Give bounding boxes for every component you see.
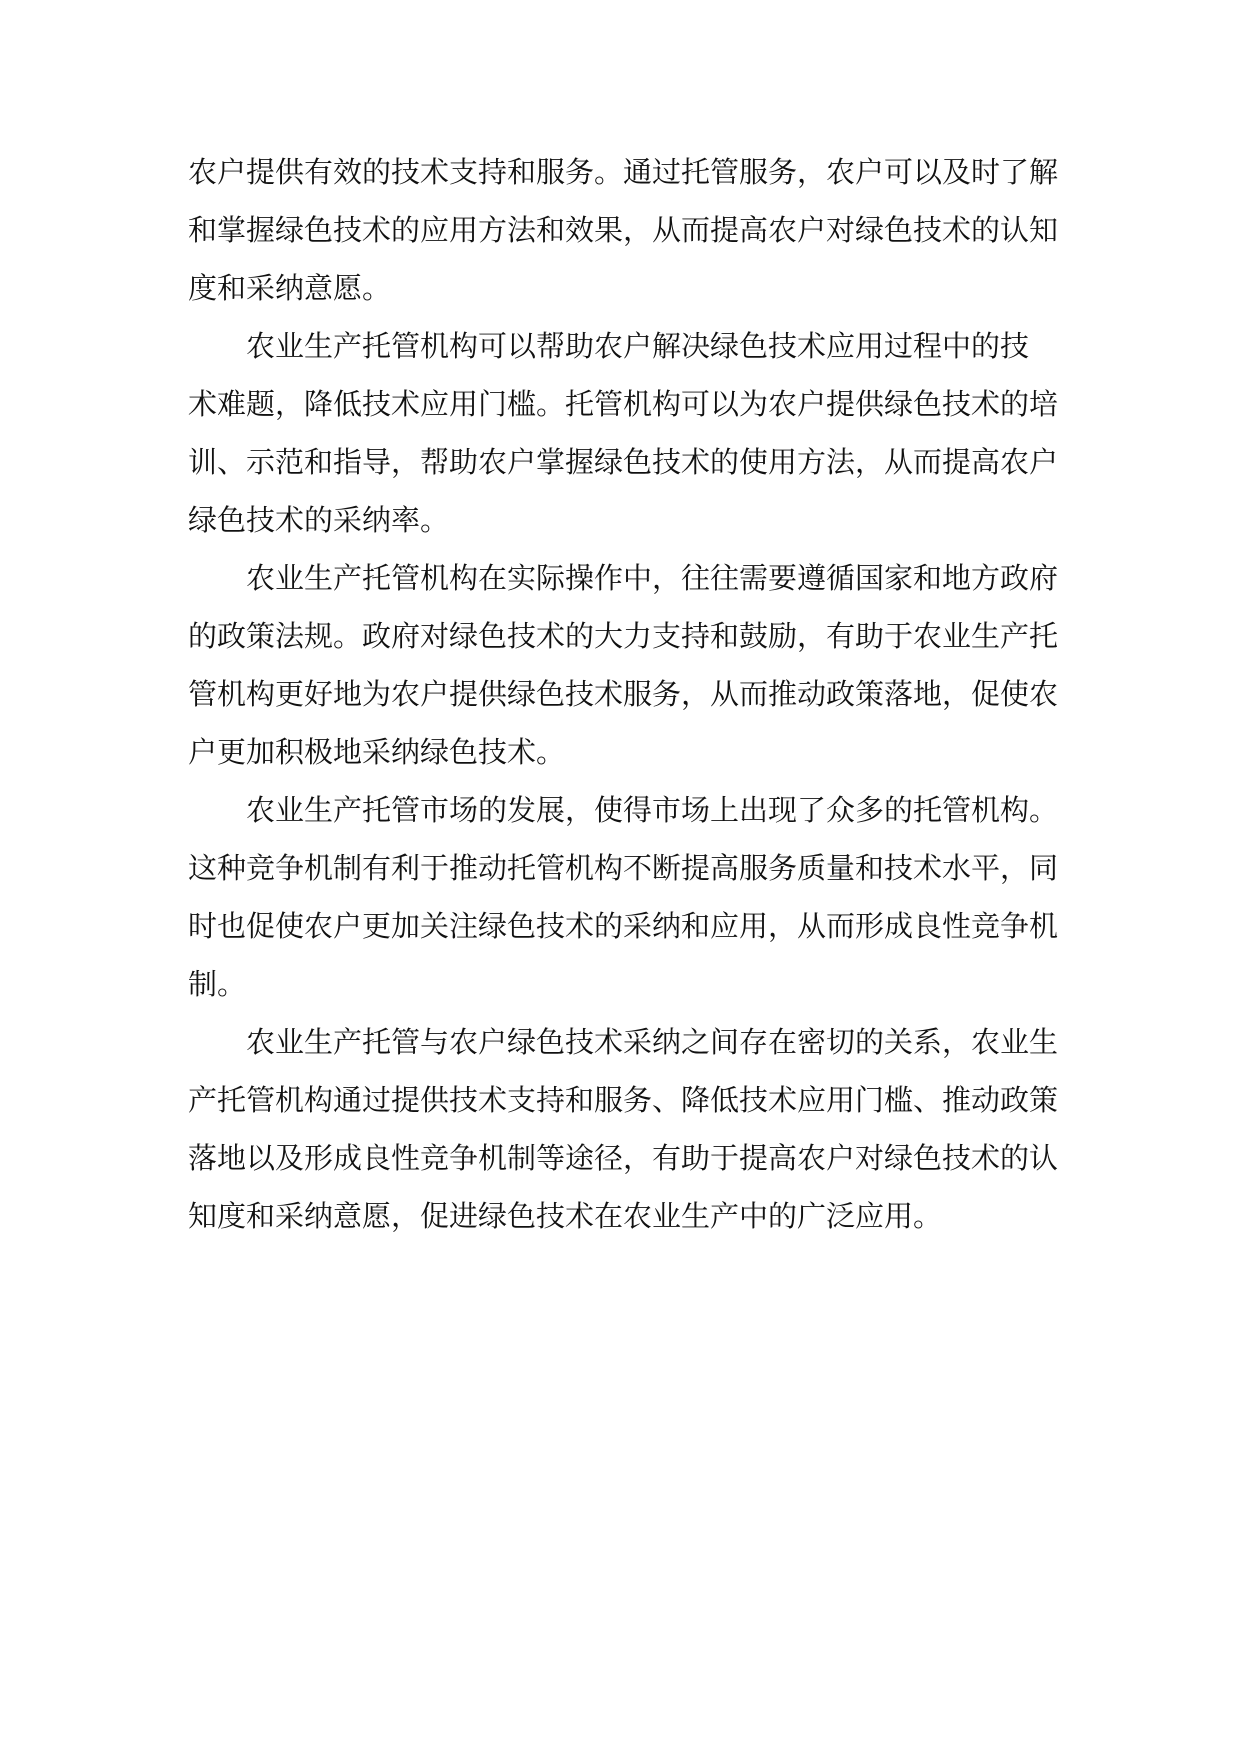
text-line: 这种竞争机制有利于推动托管机构不断提高服务质量和技术水平，同 <box>188 851 1059 885</box>
text-line: 农业生产托管机构可以帮助农户解决绿色技术应用过程中的技 <box>246 329 1030 363</box>
text-line: 农业生产托管市场的发展，使得市场上出现了众多的托管机构。 <box>246 793 1059 827</box>
body-text <box>188 143 1068 1245</box>
text-line: 农业生产托管与农户绿色技术采纳之间存在密切的关系，农业生 <box>246 1025 1059 1059</box>
text-line: 术难题，降低技术应用门槛。托管机构可以为农户提供绿色技术的培 <box>188 387 1059 421</box>
text-line: 落地以及形成良性竞争机制等途径，有助于提高农户对绿色技术的认 <box>188 1141 1059 1175</box>
text-line: 管机构更好地为农户提供绿色技术服务，从而推动政策落地，促使农 <box>188 677 1059 711</box>
text-line: 农业生产托管机构在实际操作中，往往需要遵循国家和地方政府 <box>246 561 1059 595</box>
paragraph <box>188 1013 1068 1245</box>
text-line: 的政策法规。政府对绿色技术的大力支持和鼓励，有助于农业生产托 <box>188 619 1059 653</box>
text-line: 度和采纳意愿。 <box>188 271 392 305</box>
text-line: 农户提供有效的技术支持和服务。通过托管服务，农户可以及时了解 <box>188 155 1059 189</box>
paragraph <box>188 781 1068 1013</box>
text-line: 制。 <box>188 967 247 1001</box>
text-line: 和掌握绿色技术的应用方法和效果，从而提高农户对绿色技术的认知 <box>188 213 1059 247</box>
text-line: 训、示范和指导，帮助农户掌握绿色技术的使用方法，从而提高农户 <box>188 445 1059 479</box>
text-line: 时也促使农户更加关注绿色技术的采纳和应用，从而形成良性竞争机 <box>188 909 1059 943</box>
paragraph <box>188 143 1068 317</box>
paragraph <box>188 549 1068 781</box>
paragraph <box>188 317 1068 549</box>
text-line: 知度和采纳意愿，促进绿色技术在农业生产中的广泛应用。 <box>188 1199 943 1233</box>
text-line: 绿色技术的采纳率。 <box>188 503 450 537</box>
text-line: 户更加积极地采纳绿色技术。 <box>188 735 566 769</box>
text-line: 产托管机构通过提供技术支持和服务、降低技术应用门槛、推动政策 <box>188 1083 1059 1117</box>
